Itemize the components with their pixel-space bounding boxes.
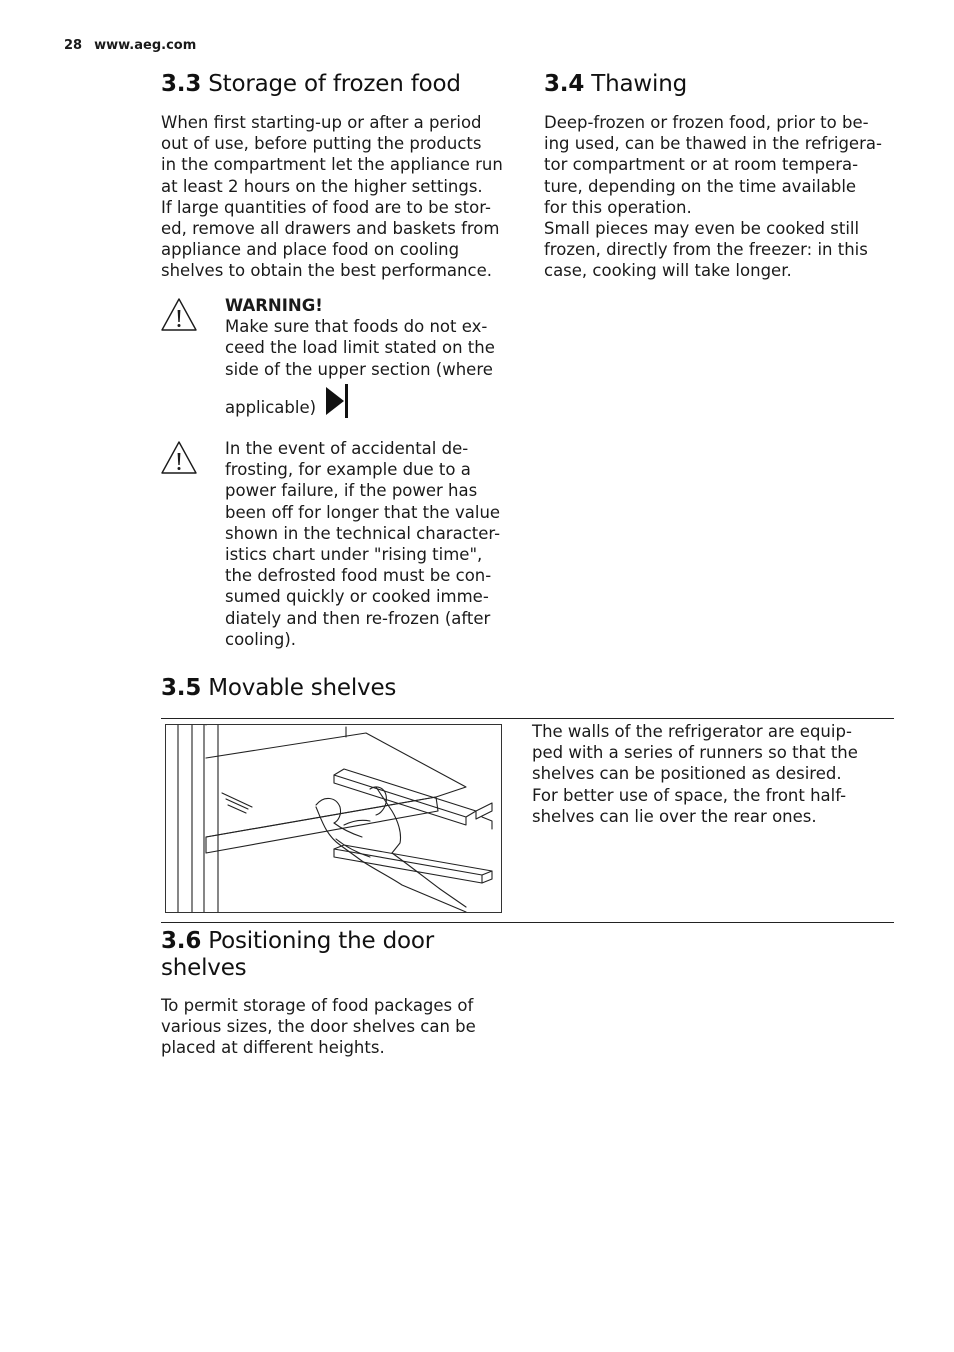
body-line: ture, depending on the time available	[544, 176, 857, 196]
body-line: in the compartment let the appliance run	[161, 155, 503, 175]
website-url: www.aeg.com	[94, 38, 197, 53]
section-title-text: shelves	[161, 955, 247, 981]
section-divider	[161, 922, 894, 923]
body-line: shelves can lie over the rear ones.	[532, 806, 817, 826]
body-line: shelves can be positioned as desired.	[532, 764, 842, 784]
caution-line: istics chart under "rising time",	[225, 545, 483, 565]
caution-line: cooling).	[225, 629, 297, 649]
warning-line: Make sure that foods do not ex-	[225, 317, 488, 337]
section-3-5-body	[532, 721, 902, 827]
body-line: frozen, directly from the freezer: in this	[544, 240, 868, 260]
body-line: various sizes, the door shelves can be	[161, 1017, 476, 1037]
body-line: appliance and place food on cooling	[161, 240, 460, 260]
body-line: for this operation.	[544, 197, 692, 217]
shelf-illustration	[165, 724, 502, 913]
body-line: tor compartment or at room tempera-	[544, 155, 859, 175]
section-number: 3.6	[161, 928, 202, 954]
warning-triangle-icon	[160, 440, 198, 476]
caution-line: power failure, if the power has	[225, 481, 478, 501]
body-line: placed at different heights.	[161, 1038, 385, 1058]
warning-line: ceed the load limit stated on the	[225, 338, 495, 358]
warning-triangle-icon	[160, 297, 198, 333]
caution-line: been off for longer that the value	[225, 502, 501, 522]
body-line: Deep-frozen or frozen food, prior to be-	[544, 113, 869, 132]
warning-last-line	[225, 397, 316, 418]
body-line: at least 2 hours on the higher settings.	[161, 176, 483, 196]
section-3-3-body	[161, 112, 521, 282]
section-title-text: Thawing	[591, 71, 687, 97]
caution-line: the defrosted food must be con-	[225, 566, 492, 586]
body-line: out of use, before putting the products	[161, 134, 482, 154]
caution-line: In the event of accidental de-	[225, 439, 469, 458]
section-3-6-body	[161, 995, 521, 1059]
body-line: Small pieces may even be cooked still	[544, 219, 860, 239]
body-line: The walls of the refrigerator are equip-	[532, 722, 852, 741]
body-line: ing used, can be thawed in the refrigera-	[544, 134, 882, 154]
section-3-3-title	[161, 71, 461, 98]
warning-block	[225, 295, 525, 380]
section-title-text: Movable shelves	[208, 675, 397, 701]
body-line: When first starting-up or after a period	[161, 113, 482, 132]
section-3-5-title	[161, 675, 396, 702]
caution-line: shown in the technical character-	[225, 523, 501, 543]
section-number: 3.4	[544, 71, 585, 97]
body-line: ped with a series of runners so that the	[532, 743, 858, 763]
warning-line: applicable)	[225, 398, 317, 417]
warning-title: WARNING!	[225, 296, 323, 315]
section-divider	[161, 718, 894, 719]
body-line: If large quantities of food are to be stor-	[161, 197, 491, 217]
section-3-4-body	[544, 112, 904, 282]
caution-block	[225, 438, 525, 650]
section-3-4-title	[544, 71, 687, 98]
body-line: To permit storage of food packages of	[161, 996, 474, 1015]
section-title-text: Positioning the door	[208, 928, 434, 954]
caution-line: frosting, for example due to a	[225, 460, 471, 480]
body-line: case, cooking will take longer.	[544, 261, 792, 281]
warning-line: side of the upper section (where	[225, 359, 493, 379]
section-3-6-title	[161, 928, 521, 982]
section-title-text: Storage of frozen food	[208, 71, 461, 97]
page-header	[64, 38, 208, 53]
body-line: ed, remove all drawers and baskets from	[161, 219, 500, 239]
section-number: 3.3	[161, 71, 202, 97]
section-number: 3.5	[161, 675, 202, 701]
body-line: For better use of space, the front half-	[532, 785, 847, 805]
caution-line: diately and then re-frozen (after	[225, 608, 491, 628]
caution-line: sumed quickly or cooked imme-	[225, 587, 489, 607]
page-number: 28	[64, 38, 83, 53]
load-limit-marker-icon	[324, 382, 352, 424]
body-line: shelves to obtain the best performance.	[161, 261, 492, 281]
